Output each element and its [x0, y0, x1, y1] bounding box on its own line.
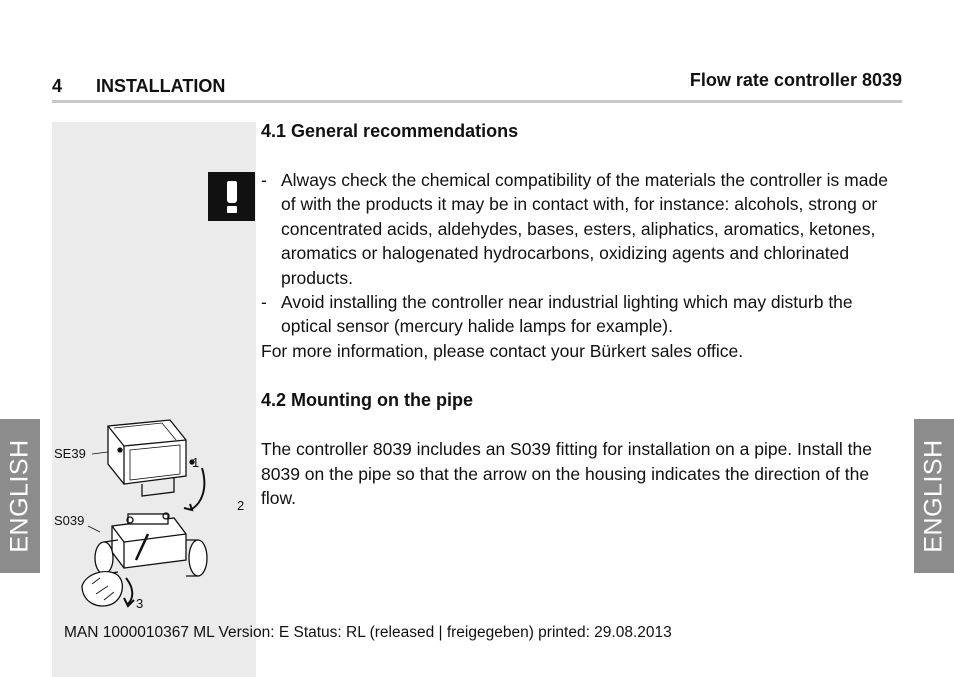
section-heading-general: 4.1 General recommendations [261, 121, 519, 141]
section-heading-mounting: 4.2 Mounting on the pipe [261, 390, 473, 411]
language-tab-left [0, 419, 40, 573]
section-number: 4 [52, 76, 63, 96]
warning-icon [208, 172, 255, 221]
bullet-dash: - [261, 170, 267, 190]
label-se39: SE39 [54, 446, 86, 461]
recommendation-text: Avoid installing the controller near industrial lighting which may disturb the optical sensor (mercury halide lamps for example). [281, 292, 853, 337]
mounting-paragraph: The controller 8039 includes an S039 fitting for installation on a pipe. Install the 8039 on the pipe so that the arrow on the housing indicates the direction of the flow. [261, 439, 872, 509]
step-1-label: 1 [192, 455, 200, 470]
recommendation-item [261, 168, 906, 290]
step-3-label: 3 [136, 596, 144, 611]
section-title: INSTALLATION [96, 76, 226, 96]
recommendation-item [261, 290, 906, 339]
contact-note: For more information, please contact your Bürkert sales office. [261, 340, 744, 361]
label-s039: S039 [54, 513, 85, 528]
language-tab-right [914, 419, 954, 573]
mounting-figure [52, 418, 258, 614]
main-content [261, 119, 906, 510]
language-tab-label: ENGLISH [919, 439, 948, 553]
bullet-dash: - [261, 292, 267, 313]
header-rule [52, 100, 902, 103]
step-2-label: 2 [237, 498, 245, 513]
document-title: Flow rate controller 8039 [689, 70, 902, 90]
recommendation-text: Always check the chemical compatibility of the materials the controller is made of with the products it may be in contact with, for instance: alcohols, strong or concentrated acids, aldehydes, bases, esters, aliphatics, aromatics, ketones, aromatics or halogenated hydrocarbons, oxidizing agents and chlorinated products. [281, 170, 888, 288]
print-footer: MAN 1000010367 ML Version: E Status: RL (released | freigegeben) printed: 29.08.2013 [64, 624, 672, 641]
language-tab-label: ENGLISH [5, 439, 34, 553]
